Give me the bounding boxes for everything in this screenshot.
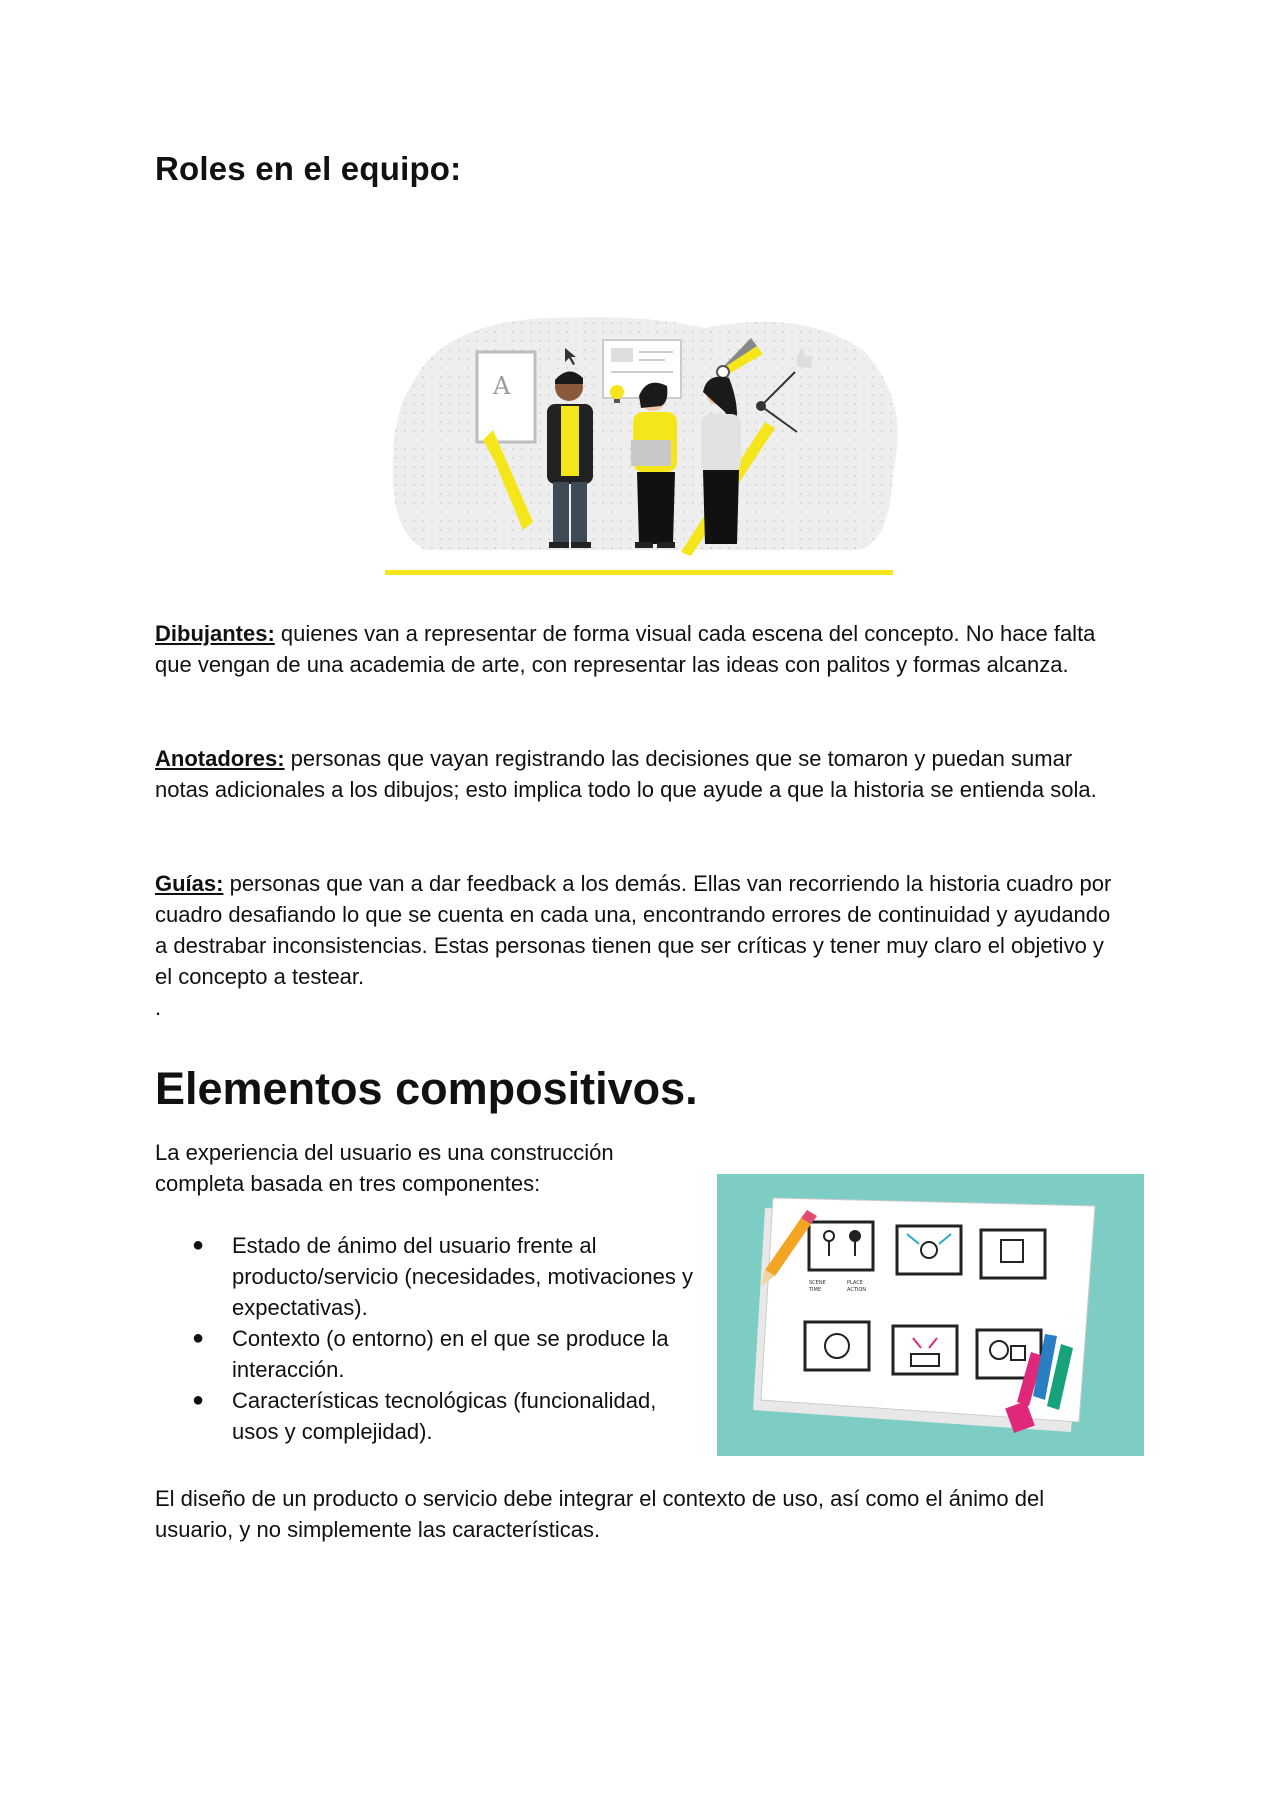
ground-line bbox=[385, 570, 893, 575]
role-term: Anotadores: bbox=[155, 746, 285, 771]
role-description: personas que van a dar feedback a los demás. Ellas van recorriendo la historia cuadro por cuadro desafiando lo que se cuenta en cada una, encontrando errores de continuidad y ayudando a destrabar inconsistencias. Estas personas tienen que ser críticas y tener muy claro el objetivo y el concepto a testear. bbox=[155, 871, 1112, 989]
list-item: ● Contexto (o entorno) en el que se produce la interacción. bbox=[155, 1323, 695, 1385]
list-item: ● Características tecnológicas (funcionalidad, usos y complejidad). bbox=[155, 1385, 695, 1447]
role-term: Guías: bbox=[155, 871, 224, 896]
bullet-icon: ● bbox=[192, 1389, 205, 1411]
svg-text:A: A bbox=[493, 372, 511, 400]
svg-text:TIME: TIME bbox=[809, 1287, 822, 1293]
role-dibujantes bbox=[155, 618, 1115, 680]
svg-text:SCENE: SCENE bbox=[809, 1280, 826, 1286]
components-list bbox=[155, 1230, 695, 1447]
role-description: personas que vayan registrando las decisiones que se tomaron y puedan sumar notas adicionales a los dibujos; esto implica todo lo que ayude a que la historia se entienda sola. bbox=[155, 746, 1097, 802]
composition-closing: El diseño de un producto o servicio debe integrar el contexto de uso, así como el ánimo del usuario, y no simplemente las características. bbox=[155, 1486, 1045, 1542]
role-guias bbox=[155, 868, 1115, 992]
page-title-roles: Roles en el equipo: bbox=[155, 150, 462, 187]
svg-text:PLACE: PLACE bbox=[847, 1280, 863, 1286]
team-illustration bbox=[385, 312, 900, 580]
bullet-icon: ● bbox=[192, 1234, 205, 1256]
role-anotadores bbox=[155, 743, 1115, 805]
role-term: Dibujantes: bbox=[155, 621, 275, 646]
svg-text:ACTION: ACTION bbox=[847, 1287, 867, 1293]
list-item: ● Estado de ánimo del usuario frente al producto/servicio (necesidades, motivaciones y expectativas). bbox=[155, 1230, 695, 1323]
page-title-composition: Elementos compositivos. bbox=[155, 1063, 698, 1114]
storyboard-illustration bbox=[717, 1174, 1144, 1456]
role-description: quienes van a representar de forma visual cada escena del concepto. No hace falta que vengan de una academia de arte, con representar las ideas con palitos y formas alcanza. bbox=[155, 621, 1096, 677]
trailing-dot: . bbox=[155, 995, 162, 1020]
composition-intro: La experiencia del usuario es una construcción completa basada en tres componentes: bbox=[155, 1140, 614, 1196]
letter-frame-icon bbox=[477, 352, 535, 442]
bullet-icon: ● bbox=[192, 1327, 205, 1349]
